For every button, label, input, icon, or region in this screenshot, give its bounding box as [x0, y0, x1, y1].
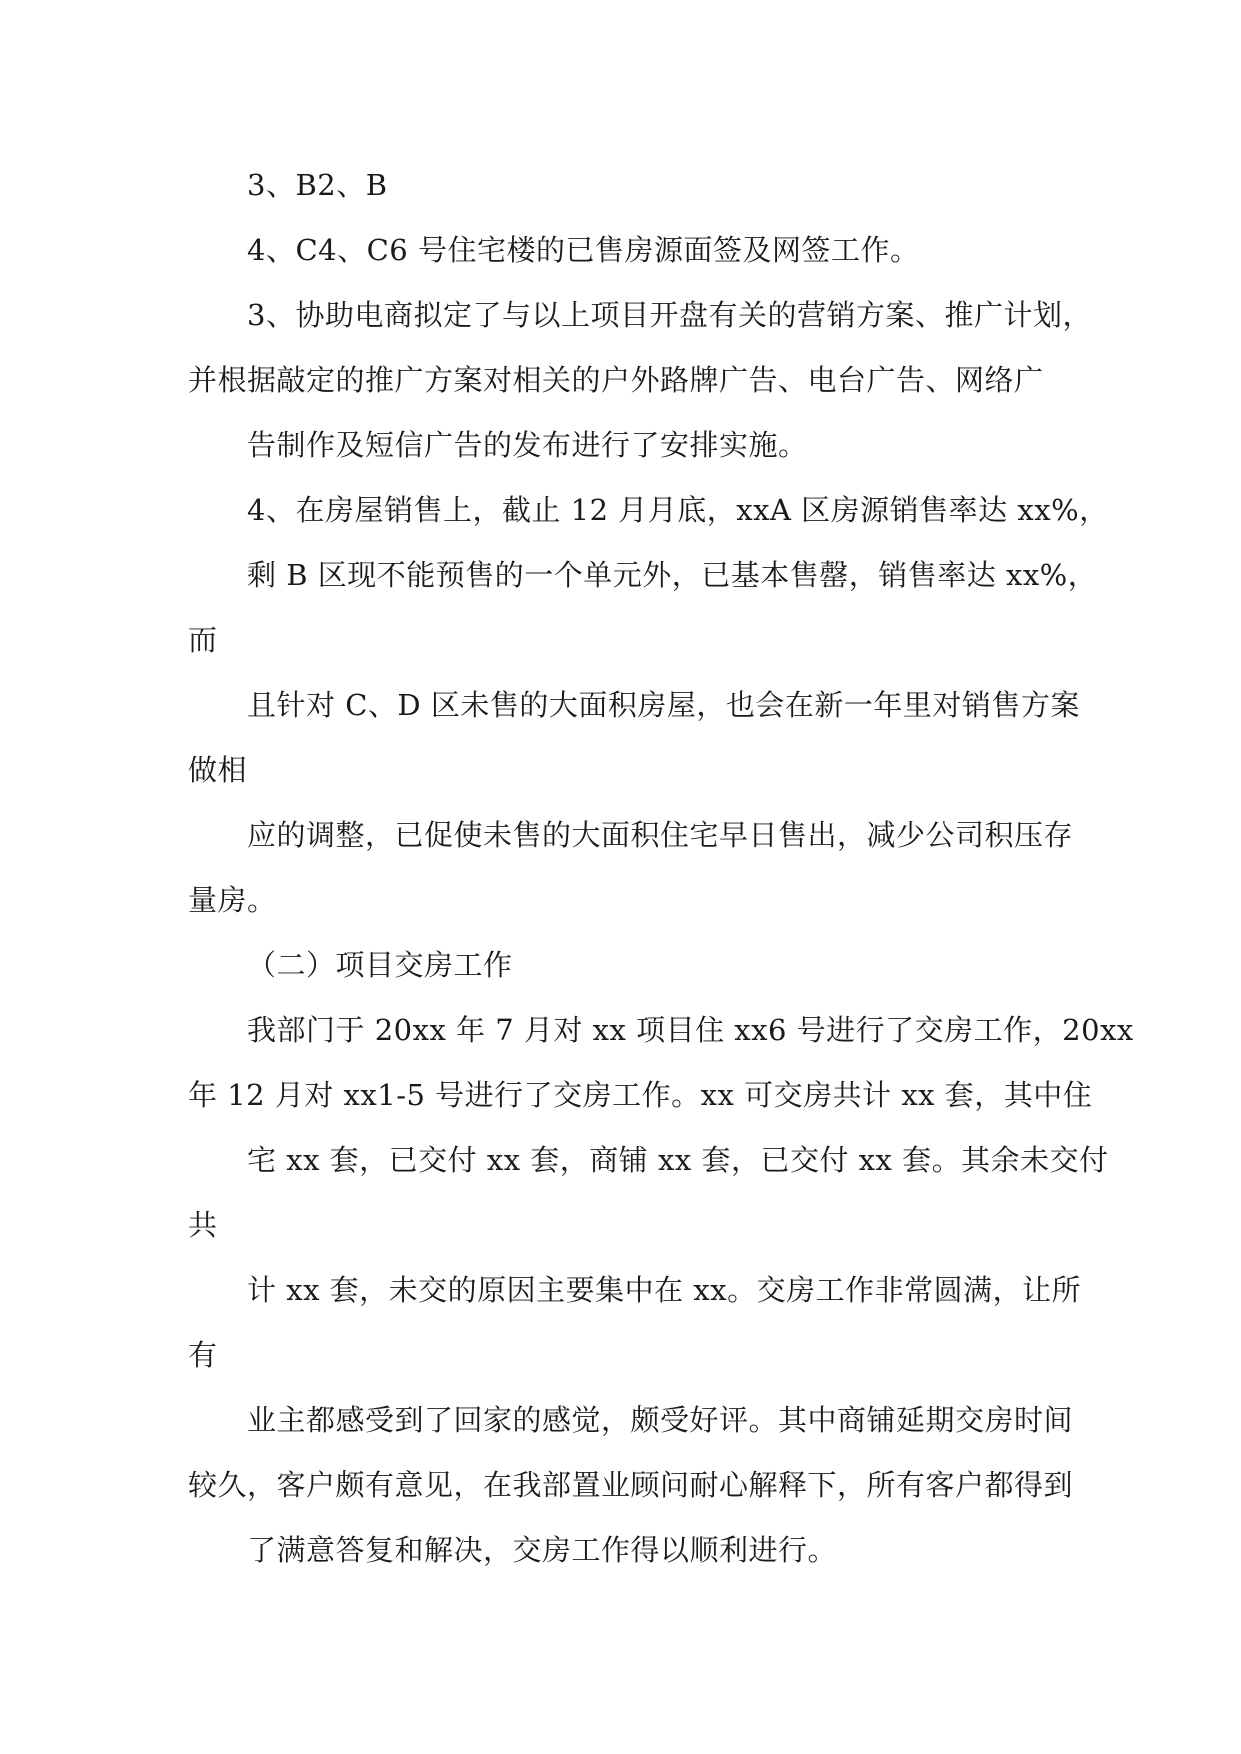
text-line-1: 3、B2、B — [247, 168, 388, 202]
text-line-20: 业主都感受到了回家的感觉，颇受好评。其中商铺延期交房时间 — [247, 1403, 1074, 1437]
text-line-12: 量房。 — [188, 883, 277, 917]
text-line-18: 计 xx 套，未交的原因主要集中在 xx。交房工作非常圆满，让所 — [247, 1273, 1082, 1307]
text-line-21: 较久，客户颇有意见，在我部置业顾问耐心解释下，所有客户都得到 — [188, 1468, 1074, 1502]
text-line-5: 告制作及短信广告的发布进行了安排实施。 — [247, 428, 808, 462]
text-line-3: 3、协助电商拟定了与以上项目开盘有关的营销方案、推广计划， — [247, 298, 1092, 332]
text-line-11: 应的调整，已促使未售的大面积住宅早日售出，减少公司积压存 — [247, 818, 1074, 852]
text-line-14: 我部门于 20xx 年 7 月对 xx 项目住 xx6 号进行了交房工作，20xx — [247, 1013, 1134, 1047]
text-line-8: 而 — [188, 623, 218, 657]
text-line-7: 剩 B 区现不能预售的一个单元外，已基本售罄，销售率达 xx%， — [247, 558, 1098, 592]
text-line-10: 做相 — [188, 753, 248, 787]
text-line-2: 4、C4、C6 号住宅楼的已售房源面签及网签工作。 — [247, 233, 920, 267]
text-line-16: 宅 xx 套，已交付 xx 套，商铺 xx 套，已交付 xx 套。其余未交付 — [247, 1143, 1109, 1177]
text-line-9: 且针对 C、D 区未售的大面积房屋，也会在新一年里对销售方案 — [247, 688, 1080, 722]
text-line-17: 共 — [188, 1208, 218, 1242]
text-line-19: 有 — [188, 1338, 218, 1372]
text-line-6: 4、在房屋销售上，截止 12 月月底，xxA 区房源销售率达 xx%， — [247, 493, 1109, 527]
section-heading: （二）项目交房工作 — [247, 948, 513, 982]
text-line-15: 年 12 月对 xx1-5 号进行了交房工作。xx 可交房共计 xx 套，其中住 — [188, 1078, 1093, 1112]
text-line-4: 并根据敲定的推广方案对相关的户外路牌广告、电台广告、网络广 — [188, 363, 1044, 397]
text-line-22: 了满意答复和解决，交房工作得以顺利进行。 — [247, 1533, 838, 1567]
